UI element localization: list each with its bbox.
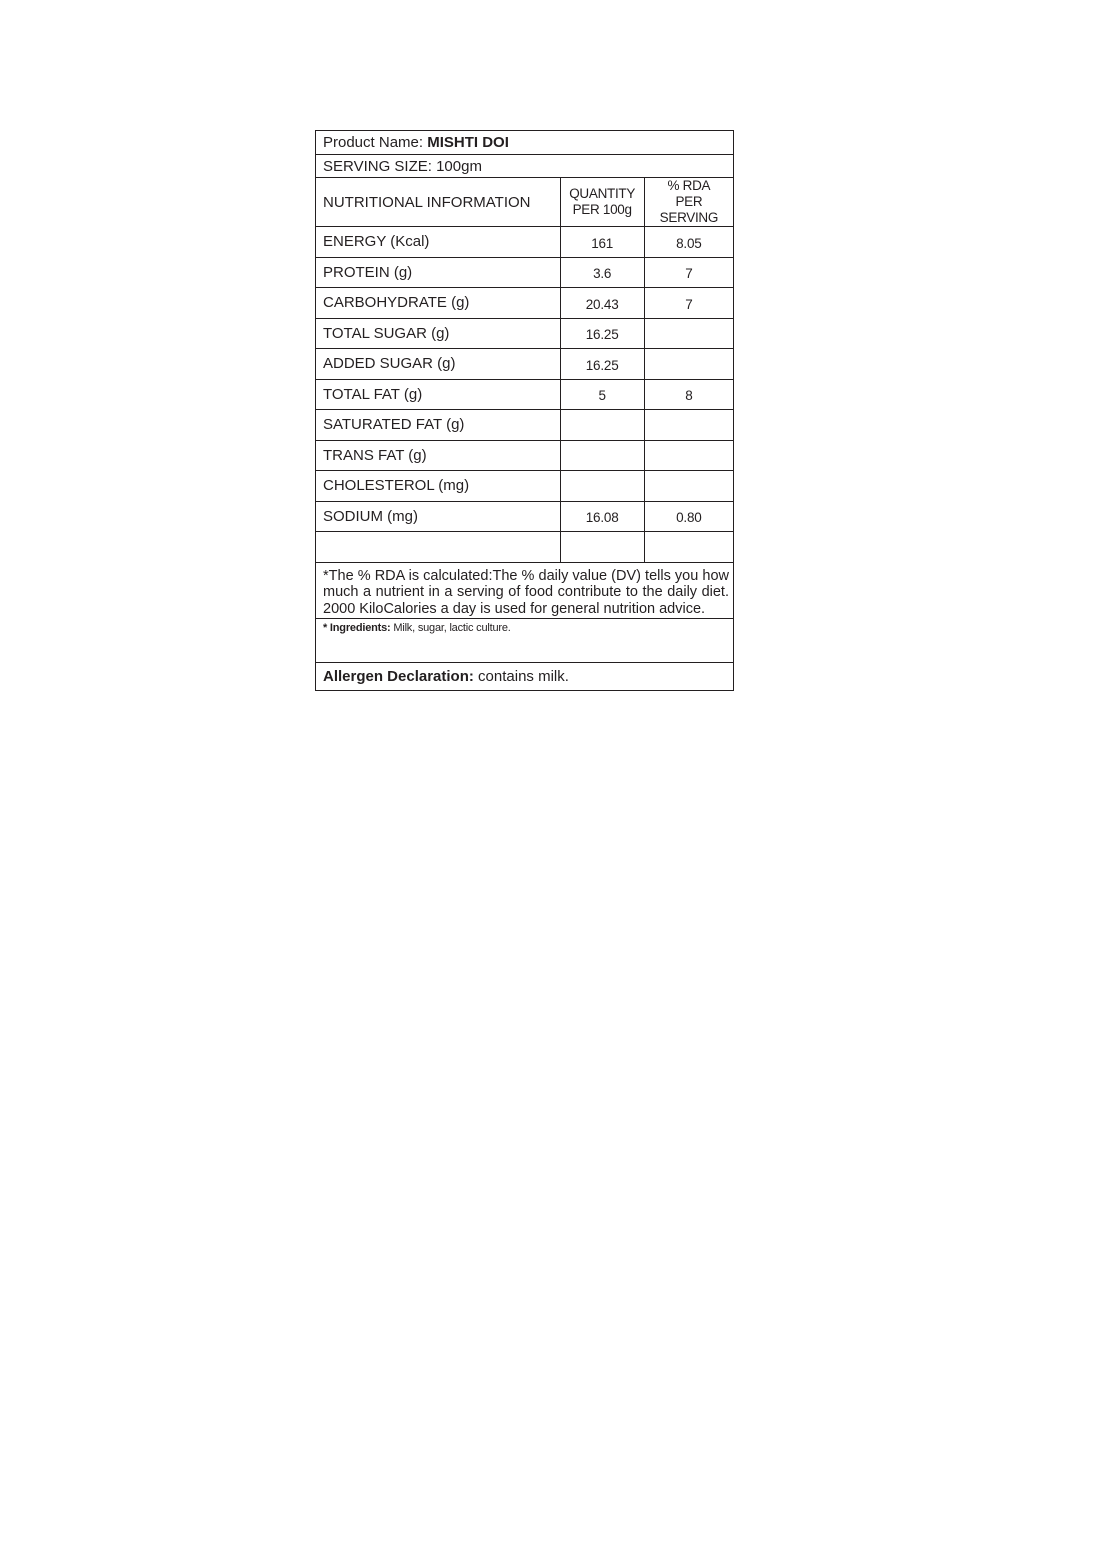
nutrient-row: [316, 410, 734, 441]
quantity-header: [560, 178, 644, 227]
allergen-cell: [316, 663, 734, 691]
nutrient-name: CHOLESTEROL (mg): [316, 471, 561, 502]
serving-size: SERVING SIZE: 100gm: [316, 155, 734, 178]
nutrient-row: [316, 288, 734, 319]
nutrient-rda: [644, 440, 733, 471]
nutrient-rda: 7: [644, 257, 733, 288]
nutrient-rda: 8: [644, 379, 733, 410]
nutrient-quantity: [560, 471, 644, 502]
nutrient-name: [316, 532, 561, 563]
ingredients-row: [316, 619, 734, 663]
nutrient-rda: 0.80: [644, 501, 733, 532]
ingredients-label: * Ingredients:: [323, 622, 391, 634]
nutrient-rda: [644, 349, 733, 380]
allergen-row: [316, 663, 734, 691]
quantity-header-line1: QUANTITY: [569, 186, 636, 201]
nutrient-rda: 7: [644, 288, 733, 319]
nutrient-rda: 8.05: [644, 227, 733, 258]
product-name-row: [316, 131, 734, 155]
nutrient-row: [316, 440, 734, 471]
nutrient-row: [316, 471, 734, 502]
nutrient-name: SATURATED FAT (g): [316, 410, 561, 441]
nutrient-quantity: 5: [560, 379, 644, 410]
nutrient-quantity: 3.6: [560, 257, 644, 288]
nutritional-information-header: NUTRITIONAL INFORMATION: [316, 178, 561, 227]
nutrient-quantity: 16.25: [560, 349, 644, 380]
nutrient-name: TRANS FAT (g): [316, 440, 561, 471]
nutrient-row: [316, 349, 734, 380]
nutrient-rows: [316, 227, 734, 563]
nutrient-quantity: [560, 410, 644, 441]
allergen-value: contains milk.: [473, 668, 569, 685]
nutrient-quantity: 20.43: [560, 288, 644, 319]
allergen-label: Allergen Declaration:: [323, 668, 474, 685]
nutrient-rda: [644, 318, 733, 349]
quantity-header-line2: PER 100g: [572, 202, 632, 217]
nutrient-row: [316, 501, 734, 532]
nutrient-name: ENERGY (Kcal): [316, 227, 561, 258]
nutrient-name: SODIUM (mg): [316, 501, 561, 532]
nutrient-row: [316, 318, 734, 349]
nutrient-quantity: 16.08: [560, 501, 644, 532]
nutrient-row: [316, 532, 734, 563]
nutrient-rda: [644, 471, 733, 502]
nutrient-quantity: 16.25: [560, 318, 644, 349]
rda-footnote-row: [316, 562, 734, 619]
rda-header-line1: % RDA: [667, 178, 711, 193]
rda-header: [644, 178, 733, 227]
nutrient-row: [316, 379, 734, 410]
nutrition-label-table: [315, 130, 734, 691]
rda-footnote: *The % RDA is calculated:The % daily value (DV) tells you how much a nutrient in a serving of food contribute to the daily diet. 2000 KiloCalories a day is used for general nutrition advice.: [316, 562, 734, 619]
ingredients-value: Milk, sugar, lactic culture.: [390, 622, 511, 634]
table-header-row: [316, 178, 734, 227]
nutrient-name: CARBOHYDRATE (g): [316, 288, 561, 319]
nutrient-quantity: 161: [560, 227, 644, 258]
nutrient-row: [316, 257, 734, 288]
product-name-cell: [316, 131, 734, 155]
ingredients-cell: [316, 619, 734, 663]
nutrient-rda: [644, 410, 733, 441]
nutrient-row: [316, 227, 734, 258]
nutrient-quantity: [560, 440, 644, 471]
nutrient-quantity: [560, 532, 644, 563]
product-name-label: Product Name:: [323, 134, 428, 151]
rda-header-line2: PER SERVING: [659, 194, 719, 225]
nutrient-name: TOTAL SUGAR (g): [316, 318, 561, 349]
serving-size-row: [316, 155, 734, 178]
nutrient-name: PROTEIN (g): [316, 257, 561, 288]
nutrient-rda: [644, 532, 733, 563]
nutrient-name: ADDED SUGAR (g): [316, 349, 561, 380]
product-name-value: MISHTI DOI: [427, 134, 509, 151]
nutrient-name: TOTAL FAT (g): [316, 379, 561, 410]
